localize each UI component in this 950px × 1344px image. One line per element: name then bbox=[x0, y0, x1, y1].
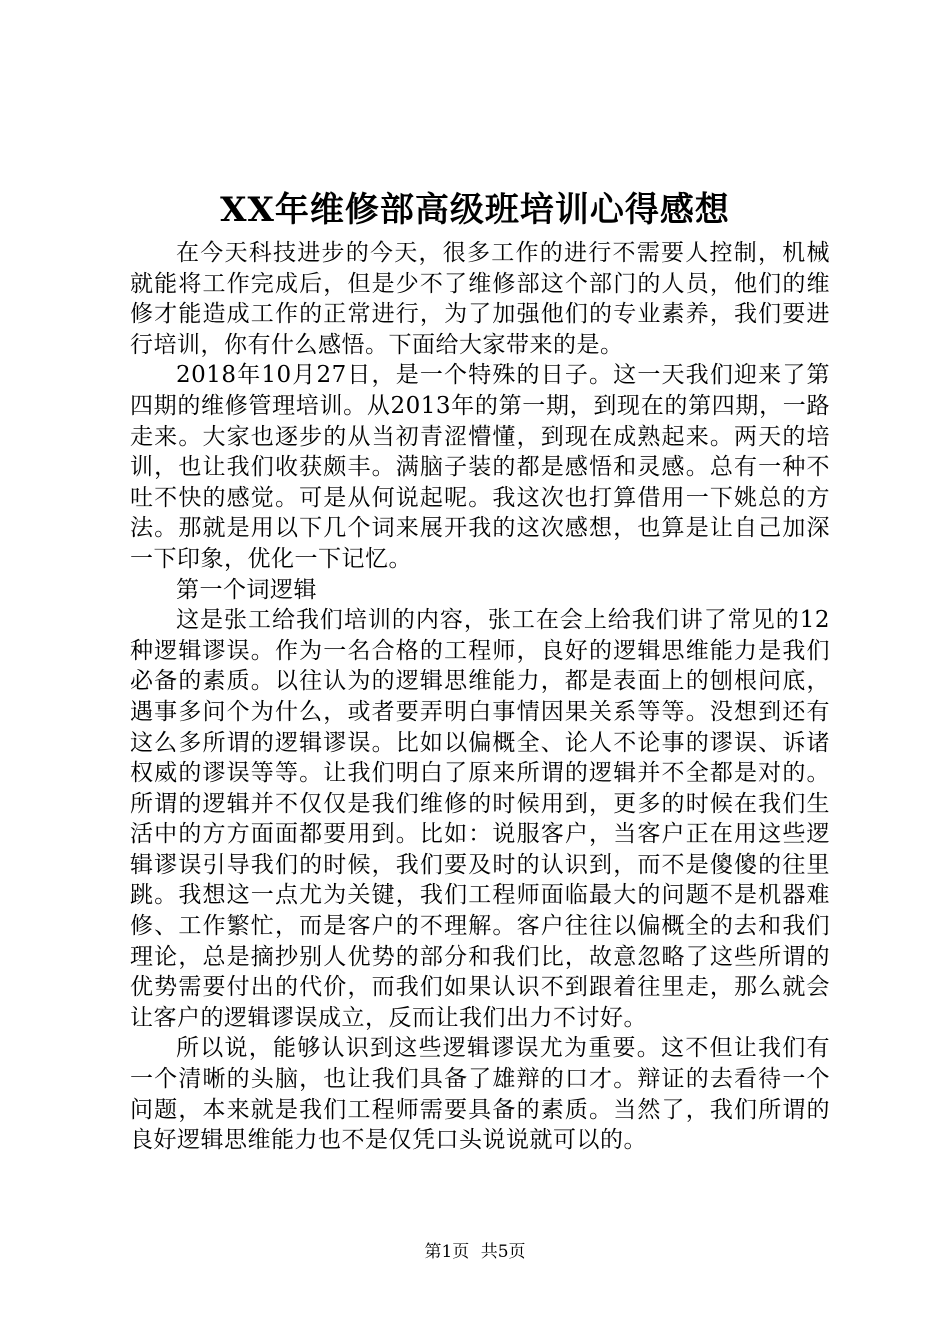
paragraph-logic-fallacies: 这是张工给我们培训的内容，张工在会上给我们讲了常见的12种逻辑谬误。作为一名合格的工程师，良好的逻辑思维能力是我们必备的素质。以往认为的逻辑思维能力，都是表面上的刨根问底，遇事多问个为什么，或者要弄明白事情因果关系等等。没想到还有这么多所谓的逻辑谬误。比如以偏概全、论人不论事的谬误、诉诸权威的谬误等等。让我们明白了原来所谓的逻辑并不全都是对的。所谓的逻辑并不仅仅是我们维修的时候用到，更多的时候在我们生活中的方方面面都要用到。比如：说服客户，当客户正在用这些逻辑谬误引导我们的时候，我们要及时的认识到，而不是傻傻的往里跳。我想这一点尤为关键，我们工程师面临最大的问题不是机器难修、工作繁忙，而是客户的不理解。客户往往以偏概全的去和我们理论，总是摘抄别人优势的部分和我们比，故意忽略了这些所谓的优势需要付出的代价，而我们如果认识不到跟着往里走，那么就会让客户的逻辑谬误成立，反而让我们出力不讨好。 bbox=[130, 607, 830, 1031]
page-footer: 第1页 共5页 bbox=[424, 1242, 526, 1262]
paragraph-training-date: 2018年10月27日，是一个特殊的日子。这一天我们迎来了第四期的维修管理培训。从2013年的第一期，到现在的第四期，一路走来。大家也逐步的从当初青涩懵懂，到现在成熟起来。两天的培训，也让我们收获颇丰。满脑子装的都是感悟和灵感。总有一种不吐不快的感觉。可是从何说起呢。我这次也打算借用一下姚总的方法。那就是用以下几个词来展开我的这次感想，也算是让自己加深一下印象，优化一下记忆。 bbox=[130, 362, 830, 572]
section-heading-logic: 第一个词逻辑 bbox=[176, 576, 317, 603]
document-title: XX年维修部高级班培训心得感想 bbox=[220, 190, 730, 230]
paragraph-conclusion: 所以说，能够认识到这些逻辑谬误尤为重要。这不但让我们有一个清晰的头脑，也让我们具备了雄辩的口才。辩证的去看待一个问题，本来就是我们工程师需要具备的素质。当然了，我们所谓的良好逻辑思维能力也不是仅凭口头说说就可以的。 bbox=[130, 1035, 830, 1154]
paragraph-intro: 在今天科技进步的今天，很多工作的进行不需要人控制，机械就能将工作完成后，但是少不了维修部这个部门的人员，他们的维修才能造成工作的正常进行，为了加强他们的专业素养，我们要进行培训，你有什么感悟。下面给大家带来的是。 bbox=[130, 240, 830, 358]
document-body bbox=[130, 238, 830, 1156]
